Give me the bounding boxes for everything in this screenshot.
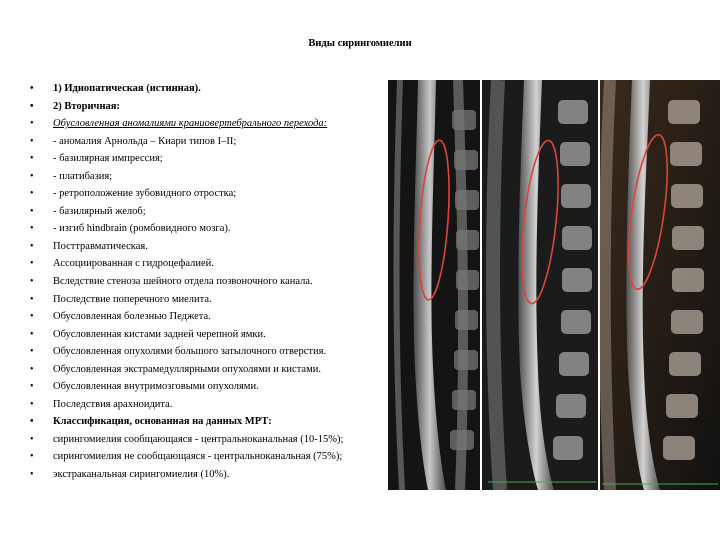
mri-panel-1: [388, 80, 480, 490]
bullet-extracanal: • экстраканальная сирингомиелия (10%).: [30, 466, 395, 484]
bullet-craniovertebral: • Обусловленная аномалиями краниовертебрального перехода:: [30, 115, 395, 133]
bullet-hydrocephalus: • Ассоциированная с гидроцефалией.: [30, 255, 395, 273]
bullet-communicating: • сирингомиелия сообщающаяся - центральноканальная (10-15%);: [30, 431, 395, 449]
mri-spine-image: [388, 80, 720, 490]
bullet-secondary: • 2) Вторичная:: [30, 98, 395, 116]
bullet-myelitis: • Последствие поперечного миелита.: [30, 291, 395, 309]
slide-title: Виды сирингомиелии: [308, 38, 412, 49]
bullet-posttraumatic: • Посттравматическая.: [30, 238, 395, 256]
bullet-intracerebral: • Обусловленная внутримозговыми опухолями.: [30, 378, 395, 396]
bullet-noncommunicating: • сирингомиелия не сообщающаяся - центральноканальная (75%);: [30, 448, 395, 466]
bullet-cervical-stenosis: • Вследствие стеноза шейного отдела позвоночного канала.: [30, 273, 395, 291]
mri-panel-3: [600, 80, 720, 490]
bullet-arnold-chiari: • - аномалия Арнольда – Киари типов I–II;: [30, 133, 395, 151]
bullet-idiopathic: • 1) Идиопатическая (истинная).: [30, 80, 395, 98]
bullet-paget: • Обусловленная болезнью Педжета.: [30, 308, 395, 326]
bullet-fossa-cysts: • Обусловленная кистами задней черепной ямки.: [30, 326, 395, 344]
bullet-list: [30, 80, 395, 484]
bullet-dens-retroposition: • - ретроположение зубовидного отростка;: [30, 185, 395, 203]
bullet-platybasia: • - платибазия;: [30, 168, 395, 186]
bullet-basilar-groove: • - базилярный желоб;: [30, 203, 395, 221]
bullet-mri-classification: • Классификация, основанная на данных МРТ:: [30, 413, 395, 431]
bullet-foramen-tumors: • Обусловленная опухолями большого затылочного отверстия.: [30, 343, 395, 361]
bullet-extramedullary: • Обусловленная экстрамедуллярными опухолями и кистами.: [30, 361, 395, 379]
bullet-arachnoiditis: • Последствия арахноидита.: [30, 396, 395, 414]
bullet-hindbrain: • - изгиб hindbrain (ромбовидного мозга).: [30, 220, 395, 238]
bullet-basilar-impression: • - базилярная импрессия;: [30, 150, 395, 168]
mri-panel-2: [482, 80, 598, 490]
